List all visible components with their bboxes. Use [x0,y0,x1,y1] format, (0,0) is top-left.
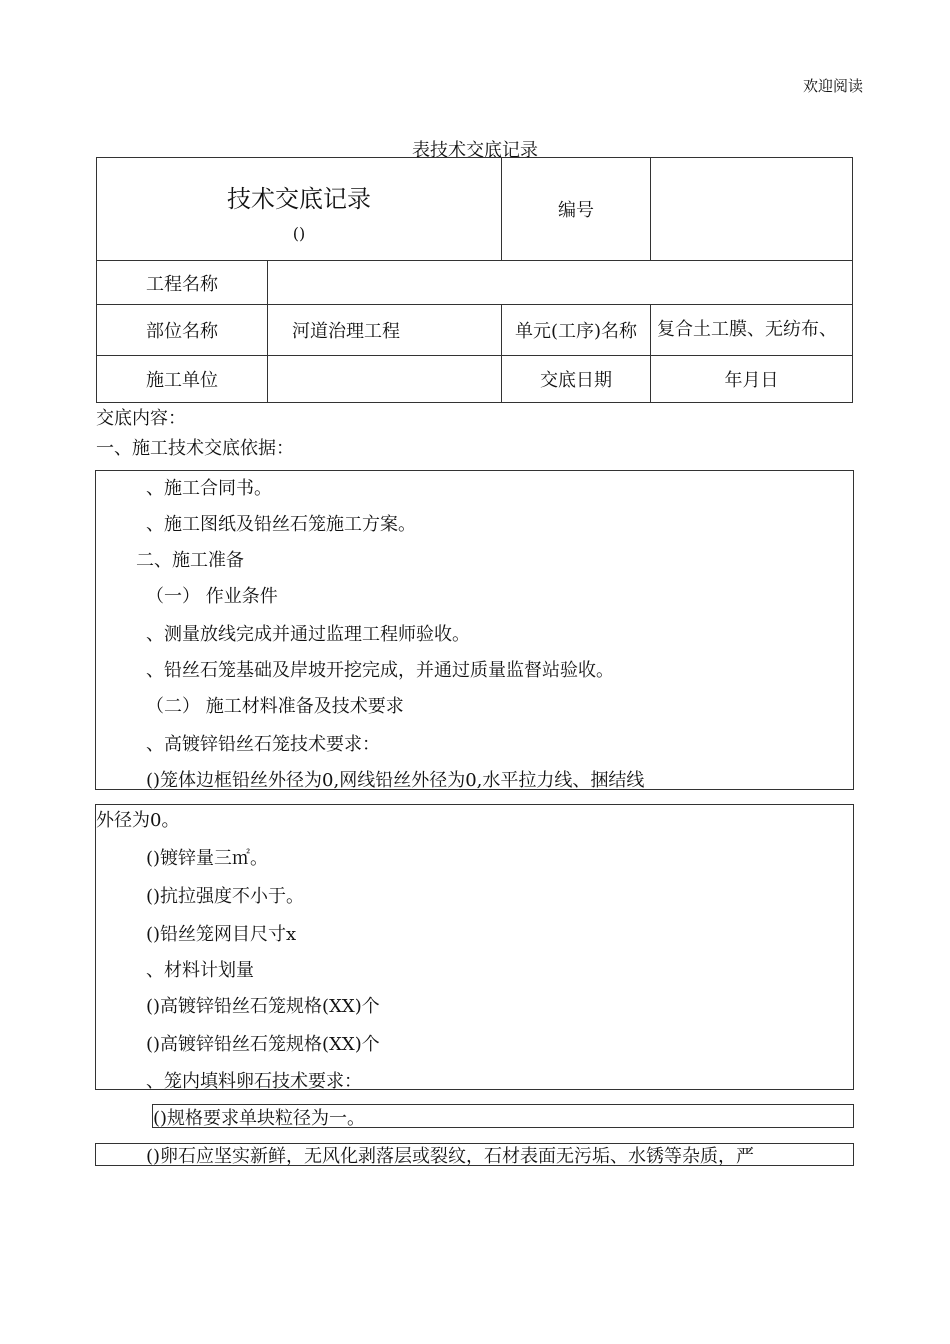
date-value: 年月日 [651,356,853,403]
part-name-label: 部位名称 [97,305,268,356]
number-label: 编号 [502,158,651,261]
title-cell [97,158,502,261]
box2-line: ()高镀锌铅丝石笼规格(XX)个 [146,996,380,1017]
box3-line: ()规格要求单块粒径为一。 [153,1108,366,1129]
welcome-text: 欢迎阅读 [803,77,864,95]
box1-line: 二、施工准备 [136,550,244,571]
document-title: 表技术交底记录 [412,140,538,161]
record-title: 技术交底记录 [227,185,371,213]
box1-line: 、高镀锌铅丝石笼技术要求： [146,734,380,755]
construction-unit-value[interactable] [268,356,502,403]
box2-line: ()铅丝笼网目尺寸x [146,924,297,945]
construction-unit-label: 施工单位 [97,356,268,403]
box2-line: 外径为0。 [96,810,180,831]
box1-line: ()笼体边框铅丝外径为0,网线铅丝外径为0,水平拉力线、捆结线 [146,770,645,791]
header-table [96,157,853,403]
basis-heading: 一、施工技术交底依据： [96,438,294,459]
box2-line: ()镀锌量三㎡。 [146,848,269,869]
box4-line: ()卵石应坚实新鲜，无风化剥落层或裂纹，石材表面无污垢、水锈等杂质，严 [146,1146,755,1167]
record-paren: () [292,224,306,243]
project-name-value[interactable] [268,261,853,305]
box2-line: ()高镀锌铅丝石笼规格(XX)个 [146,1034,380,1055]
unit-name-value: 复合土工膜、无纺布、 [651,305,853,356]
box1-line: 、施工合同书。 [146,478,272,499]
unit-name-label: 单元(工序)名称 [502,305,651,356]
box2-line: 、笼内填料卵石技术要求： [146,1071,362,1092]
date-label: 交底日期 [502,356,651,403]
box1-line: 、测量放线完成并通过监理工程师验收。 [146,624,470,645]
project-name-label: 工程名称 [97,261,268,305]
box1-line: （二） 施工材料准备及技术要求 [146,696,404,717]
number-value[interactable] [651,158,853,261]
box2-line: ()抗拉强度不小于。 [146,886,305,907]
box1-line: 、铅丝石笼基础及岸坡开挖完成，并通过质量监督站验收。 [146,660,614,681]
part-name-value: 河道治理工程 [268,305,502,356]
box1-line: （一） 作业条件 [146,586,278,607]
box2-line: 、材料计划量 [146,960,254,981]
content-label: 交底内容： [96,408,186,429]
box1-line: 、施工图纸及铅丝石笼施工方案。 [146,514,416,535]
